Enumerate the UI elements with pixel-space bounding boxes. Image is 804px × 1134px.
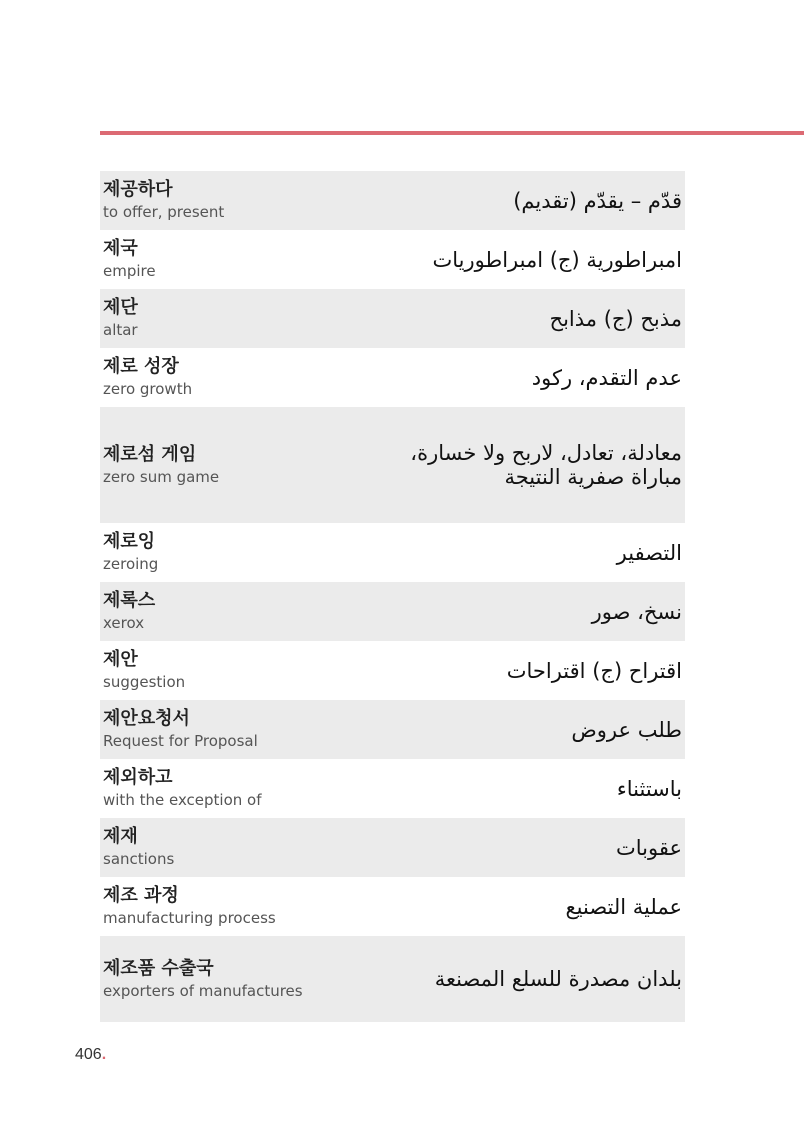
english-gloss: xerox — [103, 614, 145, 632]
table-row — [100, 877, 685, 936]
table-row — [100, 818, 685, 877]
table-row — [100, 289, 685, 348]
english-gloss: sanctions — [103, 850, 175, 868]
arabic-translation: عقوبات — [615, 835, 682, 860]
english-gloss: altar — [103, 321, 138, 339]
arabic-translation: طلب عروض — [571, 717, 682, 742]
arabic-translation: نسخ، صور — [591, 599, 682, 624]
korean-term: 제외하고 — [103, 767, 173, 788]
english-gloss: with the exception of — [103, 791, 262, 809]
table-row — [100, 759, 685, 818]
table-row — [100, 348, 685, 407]
english-gloss: exporters of manufactures — [103, 981, 303, 1000]
table-row — [100, 407, 685, 523]
arabic-translation: امبراطورية (ج) امبراطوريات — [432, 247, 682, 272]
korean-term: 제로 성장 — [103, 356, 179, 377]
korean-term: 제록스 — [103, 590, 156, 611]
english-gloss: to offer, present — [103, 203, 225, 221]
arabic-translation: معادلة، تعادل، لاربح ولا خسارة، مباراة صفرية النتيجة — [410, 441, 682, 489]
korean-term: 제국 — [103, 238, 138, 259]
english-gloss: zeroing — [103, 555, 159, 573]
arabic-translation: بلدان مصدرة للسلع المصنعة — [434, 967, 682, 991]
table-row — [100, 700, 685, 759]
korean-term: 제로섬 게임 — [103, 443, 197, 465]
table-row — [100, 936, 685, 1022]
arabic-translation: اقتراح (ج) اقتراحات — [506, 658, 682, 683]
arabic-translation: التصفير — [616, 540, 682, 565]
korean-term: 제안 — [103, 649, 138, 670]
table-row — [100, 230, 685, 289]
arabic-translation: باستثناء — [616, 776, 682, 801]
header-rule — [100, 131, 804, 135]
english-gloss: zero growth — [103, 380, 193, 398]
page-number-dot: . — [101, 1046, 107, 1063]
english-gloss: zero sum game — [103, 467, 220, 486]
table-row — [100, 523, 685, 582]
korean-term: 제단 — [103, 297, 138, 318]
arabic-translation: قدّم – يقدّم (تقديم) — [513, 188, 682, 213]
table-row — [100, 171, 685, 230]
arabic-translation: عملية التصنيع — [565, 894, 682, 919]
page-number — [75, 1046, 106, 1064]
english-gloss: manufacturing process — [103, 909, 276, 927]
korean-term: 제조 과정 — [103, 885, 179, 906]
english-gloss: suggestion — [103, 673, 186, 691]
arabic-translation: مذبح (ج) مذابح — [549, 306, 682, 331]
glossary-table — [100, 171, 685, 1022]
english-gloss: Request for Proposal — [103, 732, 258, 750]
korean-term: 제조품 수출국 — [103, 957, 214, 979]
korean-term: 제재 — [103, 826, 138, 847]
table-row — [100, 582, 685, 641]
page-number-text: 406 — [75, 1046, 102, 1063]
arabic-translation: عدم التقدم، ركود — [531, 365, 682, 390]
korean-term: 제로잉 — [103, 531, 156, 552]
table-row — [100, 641, 685, 700]
korean-term: 제안요청서 — [103, 708, 190, 729]
english-gloss: empire — [103, 262, 156, 280]
korean-term: 제공하다 — [103, 179, 173, 200]
